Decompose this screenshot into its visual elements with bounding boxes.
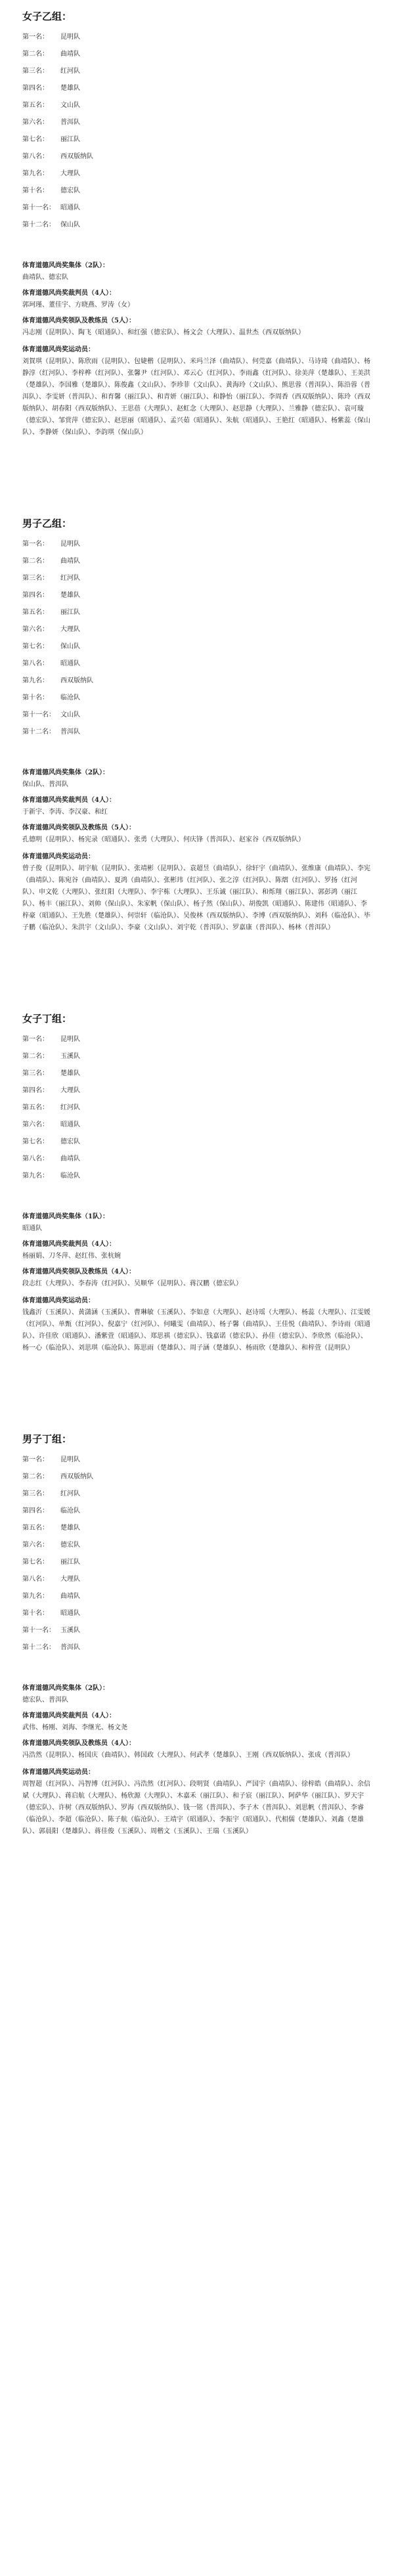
team-name: 昆明队	[60, 33, 80, 41]
ranking-row	[22, 1554, 372, 1571]
awards-block	[22, 260, 372, 439]
team-name: 保山队	[60, 643, 80, 650]
rank-label: 第十一名：	[22, 204, 55, 211]
team-name: 楚雄队	[60, 85, 80, 92]
ranking-row	[22, 1134, 372, 1151]
rankings-list	[22, 1452, 372, 1656]
section-boys-d	[22, 1432, 372, 1838]
award-title: 体育道德风尚奖领队及教练员（5人）：	[22, 317, 135, 324]
rank-label: 第五名：	[22, 609, 49, 616]
section-title: 男子丁组：	[22, 1433, 72, 1445]
team-name: 丽江队	[60, 1559, 80, 1566]
ranking-row	[22, 1605, 372, 1622]
ranking-row	[22, 80, 372, 97]
ranking-row	[22, 1168, 372, 1185]
ranking-row	[22, 1537, 372, 1554]
award-text: 孔德明（昆明队）、杨宪录（昭通队）、张勇（大理队）、何庆锋（普洱队）、赵家谷（西双版纳队）	[22, 836, 305, 843]
ranking-row	[22, 638, 372, 655]
team-name: 临沧队	[60, 1507, 80, 1515]
team-name: 玉溪队	[60, 1053, 80, 1060]
award-title: 体育道德风尚奖裁判员（4人）：	[22, 1712, 116, 1720]
award-text: 郭珂瑾、董佳宇、方晓燕、罗涛（女）	[22, 301, 134, 309]
team-name: 大理队	[60, 626, 80, 633]
rank-label: 第五名：	[22, 1104, 49, 1111]
rank-label: 第三名：	[22, 575, 49, 582]
ranking-row	[22, 46, 372, 63]
award-title: 体育道德风尚奖集体（2队）：	[22, 769, 109, 776]
ranking-row	[22, 97, 372, 114]
award-text: 昭通队	[22, 1225, 42, 1232]
rank-label: 第八名：	[22, 1576, 49, 1583]
team-name: 德宏队	[60, 1138, 80, 1145]
award-text: 曲靖队、德宏队	[22, 274, 68, 281]
team-name: 西双版纳队	[60, 677, 93, 684]
team-name: 丽江队	[60, 136, 80, 143]
award-text: 于新宇、李涛、李汉豪、和红	[22, 809, 108, 816]
section-girls-b	[22, 9, 372, 439]
ranking-row	[22, 570, 372, 587]
rank-label: 第三名：	[22, 1070, 49, 1077]
team-name: 曲靖队	[60, 51, 80, 58]
ranking-row	[22, 1099, 372, 1117]
team-name: 德宏队	[60, 187, 80, 194]
rank-label: 第十二名：	[22, 728, 55, 736]
section-boys-b	[22, 516, 372, 934]
team-name: 临沧队	[60, 694, 80, 701]
team-name: 曲靖队	[60, 1155, 80, 1163]
ranking-row	[22, 1520, 372, 1537]
awards-block	[22, 1211, 372, 1354]
ranking-row	[22, 1082, 372, 1099]
rank-label: 第四名：	[22, 85, 49, 92]
rankings-list	[22, 29, 372, 234]
rank-label: 第十名：	[22, 1610, 49, 1617]
ranking-row	[22, 587, 372, 604]
team-name: 临沧队	[60, 1172, 80, 1180]
ranking-row	[22, 1065, 372, 1082]
rank-label: 第五名：	[22, 102, 49, 109]
team-name: 文山队	[60, 102, 80, 109]
team-name: 大理队	[60, 170, 80, 177]
rank-label: 第二名：	[22, 558, 49, 565]
ranking-row	[22, 148, 372, 166]
team-name: 保山队	[60, 221, 80, 229]
rankings-list	[22, 536, 372, 741]
award-text: 杨丽娟、刀冬萍、赵红伟、张杭婉	[22, 1253, 121, 1260]
rank-label: 第十名：	[22, 694, 49, 701]
rank-label: 第三名：	[22, 68, 49, 75]
rank-label: 第八名：	[22, 660, 49, 667]
rankings-list	[22, 1031, 372, 1185]
team-name: 楚雄队	[60, 1070, 80, 1077]
team-name: 曲靖队	[60, 1593, 80, 1600]
award-text: 武伟、杨刚、刘海、李继光、杨文尧	[22, 1724, 127, 1731]
team-name: 昭通队	[60, 204, 80, 211]
ranking-row	[22, 604, 372, 621]
award-title: 体育道德风尚奖领队及教练员（4人）：	[22, 1740, 135, 1747]
rank-label: 第二名：	[22, 51, 49, 58]
award-text: 冯浩然（昆明队）、杨国庆（曲靖队）、韩国政（大理队）、何武孝（楚雄队）、王刚（西双版纳队）、张成（普洱队）	[22, 1752, 354, 1759]
section-title: 女子丁组：	[22, 1013, 72, 1025]
rank-label: 第四名：	[22, 1507, 49, 1515]
team-name: 大理队	[60, 1087, 80, 1094]
rank-label: 第十二名：	[22, 1644, 55, 1651]
ranking-row	[22, 166, 372, 183]
ranking-row	[22, 200, 372, 217]
award-text: 段志红（大理队）、李春涛（红河队）、吴顺华（昆明队）、蒋汉鹏（德宏队）	[22, 1280, 242, 1287]
rank-label: 第九名：	[22, 1172, 49, 1180]
team-name: 丽江队	[60, 609, 80, 616]
team-name: 昭通队	[60, 1610, 80, 1617]
rank-label: 第六名：	[22, 1542, 49, 1549]
ranking-row	[22, 131, 372, 148]
award-text: 钱鑫沂（玉溪队）、黄潇涵（玉溪队）、曹琳敏（玉溪队）、李如意（大理队）、赵诗瑶（大理队）、杨蕊（大理队）、江雯媛（红河队）、单甄（红河队）、倪嘉宁（红河队）、何曦雯（曲靖队）、杨子馨（曲靖队）、王佳悦（曲靖队）、李诗雨（昭通队）、许佳欣（昭通队）、潘紫萱（昭通队）、郑思祺（德宏队）、钱嘉诺（德宏队）、孙佳（德宏队）、李欣然（临沧队）、杨一心（临沧队）、刘思琪（临沧队）、陈思雨（楚雄队）、周子涵（楚雄队）、杨雨欣（楚雄队）、和梓萱（昆明队）	[22, 1309, 370, 1352]
rank-label: 第五名：	[22, 1524, 49, 1532]
rank-label: 第一名：	[22, 33, 49, 41]
rank-label: 第七名：	[22, 1138, 49, 1145]
team-name: 昭通队	[60, 660, 80, 667]
ranking-row	[22, 724, 372, 741]
award-title: 体育道德风尚奖运动员：	[22, 1297, 95, 1304]
rank-label: 第七名：	[22, 136, 49, 143]
rank-label: 第十名：	[22, 187, 49, 194]
team-name: 西双版纳队	[60, 153, 93, 160]
ranking-row	[22, 690, 372, 707]
ranking-row	[22, 553, 372, 570]
ranking-row	[22, 183, 372, 200]
award-text: 冯志刚（昆明队）、陶飞（昭通队）、和红强（德宏队）、杨文会（大理队）、温世杰（西双版纳队）	[22, 329, 305, 336]
rank-label: 第七名：	[22, 643, 49, 650]
team-name: 昆明队	[60, 1036, 80, 1043]
rank-label: 第四名：	[22, 1087, 49, 1094]
award-text: 曾子俊（昆明队）、胡宇航（昆明队）、张靖彬（昆明队）、袁超昱（曲靖队）、徐轩宇（曲靖队）、张维康（曲靖队）、李宪（曲靖队）、陈宛谷（曲靖队）、夏鸿（曲靖队）、张彬玮（红河队）、张之淳（红河队）、陈熠（红河队）、罗扬（红河队）、申文乾（大理队）、张红阳（大理队）、李宇栋（大理队）、王乐诚（丽江队）、和烁翔（丽江队）、郭彭鸿（丽江队）、杨丰（丽江队）、刘帅（保山队）、朱家帆（保山队）、杨子然（保山队）、胡俊凯（昭通队）、陈建伟（昭通队）、李梓豪（昭通队）、王先胜（楚雄队）、何崇轩（临沧队）、吴俊林（西双版纳队）、李博（西双版纳队）、刘科（临沧队）、毕子鹏（临沧队）、朱洪宇（文山队）、李豪（文山队）、刘宇乾（普洱队）、罗嘉康（普洱队）、杨林（普洱队）	[22, 865, 370, 931]
ranking-row	[22, 655, 372, 673]
rank-label: 第九名：	[22, 170, 49, 177]
rank-label: 第六名：	[22, 119, 49, 126]
ranking-row	[22, 1469, 372, 1486]
award-title: 体育道德风尚奖裁判员（4人）：	[22, 797, 116, 804]
team-name: 普洱队	[60, 728, 80, 736]
team-name: 昭通队	[60, 1121, 80, 1128]
rank-label: 第六名：	[22, 1121, 49, 1128]
ranking-row	[22, 673, 372, 690]
team-name: 昆明队	[60, 541, 80, 548]
ranking-row	[22, 63, 372, 80]
rank-label: 第九名：	[22, 1593, 49, 1600]
rank-label: 第六名：	[22, 626, 49, 633]
team-name: 普洱队	[60, 119, 80, 126]
team-name: 红河队	[60, 68, 80, 75]
rank-label: 第一名：	[22, 541, 49, 548]
section-girls-d	[22, 1011, 372, 1354]
award-text: 周智超（红河队）、冯智博（红河队）、冯浩然（红河队）、段明贤（曲靖队）、严国宇（曲靖队）、徐梓皓（曲靖队）、余信斌（大理队）、蒋启航（大理队）、杨欣源（大理队）、木嘉禾（丽江队）、和子宸（丽江队）、阿萨华（丽江队）、罗天宇（德宏队）、许树（西双版纳队）、罗海（西双版纳队）、钱一铭（普洱队）、李子木（普洱队）、刘思帆（普洱队）、李睿（临沧队）、李超（临沧队）、陈子航（临沧队）、王靖宇（昭通队）、李振宇（昭通队）、代相儒（楚雄队）、刘鑫（楚雄队）、郭晨阳（楚雄队）、蒋佳俊（玉溪队）、周楷文（玉溪队）、王瑞（玉溪队）	[22, 1781, 370, 1835]
awards-block	[22, 767, 372, 934]
ranking-row	[22, 29, 372, 46]
rank-label: 第一名：	[22, 1036, 49, 1043]
rank-label: 第十二名：	[22, 221, 55, 229]
team-name: 红河队	[60, 1104, 80, 1111]
rank-label: 第八名：	[22, 1155, 49, 1163]
ranking-row	[22, 621, 372, 638]
award-title: 体育道德风尚奖领队及教练员（5人）：	[22, 824, 135, 832]
team-name: 曲靖队	[60, 558, 80, 565]
award-title: 体育道德风尚奖运动员：	[22, 853, 95, 860]
ranking-row	[22, 1503, 372, 1520]
ranking-row	[22, 1151, 372, 1168]
team-name: 西双版纳队	[60, 1473, 93, 1480]
team-name: 红河队	[60, 575, 80, 582]
award-title: 体育道德风尚奖集体（2队）：	[22, 262, 109, 269]
ranking-row	[22, 536, 372, 553]
ranking-row	[22, 1571, 372, 1588]
team-name: 红河队	[60, 1490, 80, 1498]
ranking-row	[22, 217, 372, 234]
team-name: 玉溪队	[60, 1627, 80, 1634]
rank-label: 第二名：	[22, 1473, 49, 1480]
ranking-row	[22, 1031, 372, 1048]
rank-label: 第一名：	[22, 1456, 49, 1463]
team-name: 大理队	[60, 1576, 80, 1583]
ranking-row	[22, 1117, 372, 1134]
rank-label: 第七名：	[22, 1559, 49, 1566]
award-title: 体育道德风尚奖领队及教练员（4人）：	[22, 1268, 135, 1276]
award-text: 刘賀琪（昆明队）、陈欣雨（昆明队）、包婕楷（昆明队）、米玛兰泽（曲靖队）、何莞嘉（曲靖队）、马诗琦（曲靖队）、杨静淳（红河队）、李梓桦（红河队）、张馨尹（红河队）、邓云心（红河队）、李雨鑫（红河队）、徐美萍（楚雄队）、王美洪（楚雄队）、李国雅（楚雄队）、陈俊鑫（文山队）、李珍菲（文山队）、黄海玲（文山队）、熊思蓉（普洱队）、陈沿蓉（普洱队）、李雯妍（普洱队）、和育馨（丽江队）、和青妍（丽江队）、和静怡（丽江队）、李周香（西双版纳队）、陈玲（西双版纳队）、胡春阳（西双版纳队）、王思蓓（大理队）、赵虹念（大理队）、赵思静（大理队）、兰雅静（德宏队）、袁可璇（德宏队）、邹赏萍（德宏队）、赵思丽（昭通队）、孟兴茹（昭通队）、朱航（昭通队）、王艳红（昭通队）、杨紫蕊（保山队）、李静妍（保山队）、李韵琪（保山队）	[22, 358, 370, 436]
rank-label: 第十一名：	[22, 711, 55, 719]
rank-label: 第二名：	[22, 1053, 49, 1060]
ranking-row	[22, 114, 372, 131]
award-title: 体育道德风尚奖集体（1队）：	[22, 1213, 109, 1220]
rank-label: 第三名：	[22, 1490, 49, 1498]
ranking-row	[22, 1639, 372, 1656]
ranking-row	[22, 1048, 372, 1065]
section-title: 男子乙组：	[22, 518, 72, 529]
rank-label: 第九名：	[22, 677, 49, 684]
award-title: 体育道德风尚奖集体（2队）：	[22, 1685, 109, 1692]
team-name: 楚雄队	[60, 592, 80, 599]
ranking-row	[22, 1452, 372, 1469]
rank-label: 第十一名：	[22, 1627, 55, 1634]
award-title: 体育道德风尚奖运动员：	[22, 346, 95, 353]
ranking-row	[22, 707, 372, 724]
team-name: 普洱队	[60, 1644, 80, 1651]
ranking-row	[22, 1622, 372, 1639]
rank-label: 第八名：	[22, 153, 49, 160]
team-name: 楚雄队	[60, 1524, 80, 1532]
award-text: 德宏队、普洱队	[22, 1697, 68, 1704]
rank-label: 第四名：	[22, 592, 49, 599]
award-title: 体育道德风尚奖运动员：	[22, 1769, 95, 1776]
team-name: 德宏队	[60, 1542, 80, 1549]
ranking-row	[22, 1588, 372, 1605]
award-title: 体育道德风尚奖裁判员（4人）：	[22, 1241, 116, 1248]
ranking-row	[22, 1486, 372, 1503]
awards-block	[22, 1683, 372, 1838]
award-text: 保山队、普洱队	[22, 781, 68, 788]
team-name: 昆明队	[60, 1456, 80, 1463]
team-name: 文山队	[60, 711, 80, 719]
section-title: 女子乙组：	[22, 11, 72, 22]
award-title: 体育道德风尚奖裁判员（4人）：	[22, 290, 116, 297]
